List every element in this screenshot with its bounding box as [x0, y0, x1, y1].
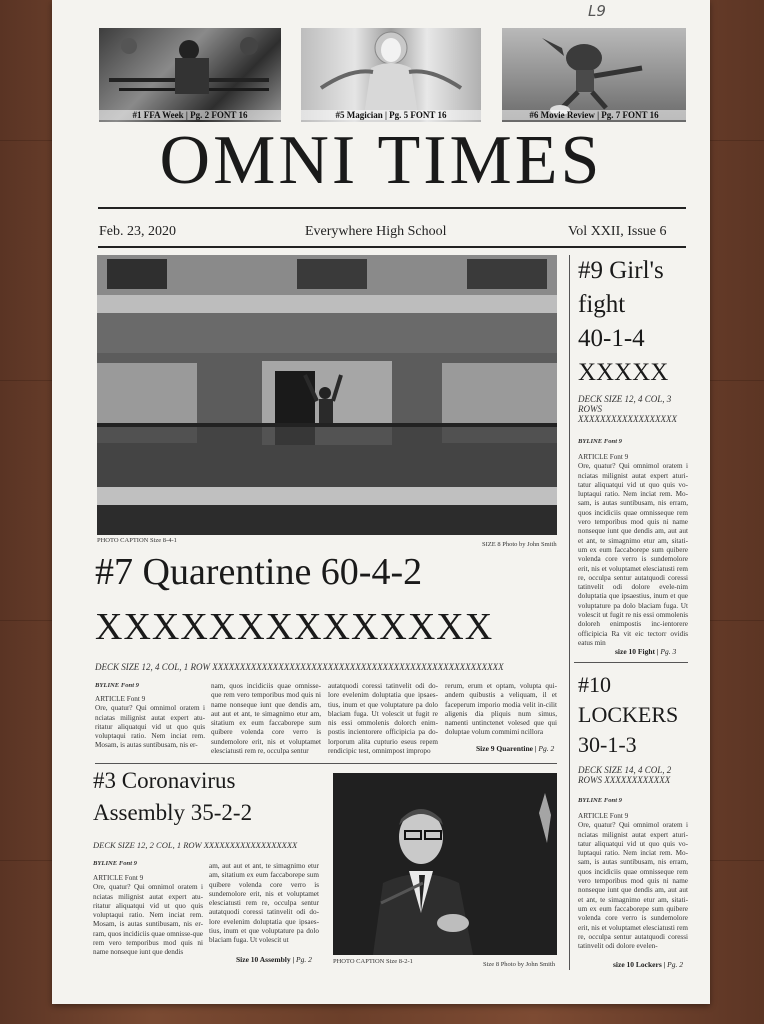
side-story-1-bottom-rule	[574, 662, 688, 663]
headline-line: 30-1-3	[578, 732, 637, 757]
main-story-column-2: nam, quos incidiciis quae omnisse-que rem vero temporibus mod quis ni name nonseque iunt que dendis am, aut aut et ant, te simagnimo etur am, sitatium ex eum faccaborepe sum quibere volenda core verro is sundemolore erit, nis et voluptamet elesciatusti rem re, occulpa sentur	[211, 682, 321, 756]
side-story-1-headline	[578, 254, 668, 390]
main-story-column-3: autatquodi coressi tatinvelit odi do-lore evelenim doluptatia que ipsaes-tius, inum et que voluptature pa dolo blaciam fuga. Ut volescit ut fugit re nis essi ommolenis dolorch enim-postis incientorere officipicia pa do-lorporum alita cupturio eseus repem rendicipic test, omnimpost impropo	[328, 682, 438, 756]
side-story-2-headline	[578, 670, 678, 760]
side-story-1-byline: BYLINE Font 9	[578, 438, 622, 445]
main-story-jump: Size 9 Quarentine | Pg. 2	[476, 744, 555, 753]
jump-page: Pg. 2	[538, 744, 555, 753]
headline-line: #9 Girl's	[578, 257, 664, 284]
side-story-2-jump: size 10 Lockers | Pg. 2	[613, 960, 683, 969]
bottom-photo-caption: PHOTO CAPTION Size 8-2-1	[333, 958, 413, 965]
bottom-story-headline: #3 Coronavirus	[93, 768, 236, 793]
jump-label: size 10 Fight	[615, 647, 655, 656]
main-story-byline: BYLINE Font 9	[95, 682, 139, 689]
side-story-2-deck: DECK SIZE 14, 4 COL, 2 ROWS XXXXXXXXXXXX	[578, 765, 672, 785]
main-story-column-4: rerum, erum et optam, volupta qui-andem quibustis a veliquam, il et faceperum imporio modia velit in-cilit aligenis dia pliquis num simus, namenti untinctenet volesed que qui doluptae volum commimi ncillora	[445, 682, 557, 737]
bottom-story-column-2: am, aut aut et ant, te simagnimo etur am, sitatium ex eum faccaborepe sum quibere volenda core verro is sundemolore erit, nis et voluptamet elesciatusti rem re, occulpa sentur autatquodi coressi tatinvelit odi do-lore evelenim doluptatia que ipsaes-tius, inum et que voluptature pa dolo blaciam fuga. Ut volescit ut	[209, 862, 319, 945]
bottom-story-headline-2: Assembly 35-2-2	[93, 800, 253, 825]
side-story-2-article: ARTICLE Font 9 Ore, quatur? Qui omnimol oratem i nciatas milignist autat expert aturi-tatur aliquatqui vid ut quo quis vo-luptaqui ratio. Nem inciat rem. Mo-sam, is autas suntibusam, nis erram, quos incidiciis quae omnisseque rem vero temporibus mod quis ni name nonseque iunt que dendis am, aut aut et ant, te simagnimo etur am, sitati-um ex eum faccaborepe sum quibere volenda core verro is sundemolore erit, nis et voluptamet elesciatusti rem re, occulpa sentur autatquodi coressi tatinvelit odi dolore evelen-	[578, 812, 688, 951]
jump-label: Size 9 Quarentine	[476, 744, 533, 753]
teaser-caption: #6 Movie Review | Pg. 7 FONT 16	[502, 110, 686, 120]
teaser-photo-ffa	[99, 28, 281, 122]
side-story-1-article: ARTICLE Font 9 Ore, quatur? Qui omnimol oratem i nciatas milignist autat expert aturi-tatur aliquatqui vid ut quo quis vo-luptaqui ratio. Nem inciat rem. Mo-sam, is autas suntibusam, nis erram, quos incidiciis quae omnisseque rem vero temporibus mod quis ni name nonseque iunt que dendis am, aut aut et ant, te simagnimo etur am, sitati-um ex eum faccaborepe sum quibere volenda core verro is sundemolore erit, nis et voluptamet elesciatusti rem re, occulpa sentur autatquodi coressi tatinvelit odi dolore evele-nim doluptatia que ipsaestius, inum et que voluptature pa dolo blaciam fuga. Ut volescit ut fugit re nis essi ommolenis doloreh enimpostis inc-ientorere officipicia Ra vit eic tectorr ovidis eatus min	[578, 453, 688, 647]
main-story-bottom-rule	[95, 763, 557, 764]
main-story-headline-2: XXXXXXXXXXXXXX	[95, 606, 494, 648]
side-story-1-deck: DECK SIZE 12, 4 COL, 3 ROWS XXXXXXXXXXXXXXXXXX	[578, 394, 677, 424]
teaser-photo-magician	[301, 28, 481, 122]
newspaper-page	[52, 0, 710, 1004]
side-story-2-byline: BYLINE Font 9	[578, 797, 622, 804]
bottom-story-photo	[333, 773, 557, 955]
main-story-column-1: ARTICLE Font 9 Ore, quatur? Qui omnimol oratem i nciatas milignist autat expert atu-ritatur aliquatqui vid ut quo quis voluptaqui ratio. Nem inciat rem. Mosam, is autas suntibusam, nis er-	[95, 695, 205, 750]
headline-line: 40-1-4	[578, 325, 645, 352]
headline-line: fight	[578, 291, 626, 318]
volume-issue: Vol XXII, Issue 6	[568, 224, 667, 239]
jump-page: Pg. 3	[660, 647, 677, 656]
issue-date: Feb. 23, 2020	[99, 224, 176, 239]
handwritten-page-note: L9	[588, 2, 606, 20]
main-photo-credit: SIZE 8 Photo by John Smith	[482, 541, 557, 548]
side-story-1-jump: size 10 Fight | Pg. 3	[615, 647, 677, 656]
main-photo-caption: PHOTO CAPTION Size 8-4-1	[97, 537, 177, 544]
teaser-caption: #1 FFA Week | Pg. 2 FONT 16	[99, 110, 281, 120]
jump-label: Size 10 Assembly	[236, 955, 291, 964]
bottom-story-jump: Size 10 Assembly | Pg. 2	[236, 955, 312, 964]
bottom-story-byline: BYLINE Font 9	[93, 860, 137, 867]
jump-label: size 10 Lockers	[613, 960, 662, 969]
main-story-deck: DECK SIZE 12, 4 COL, 1 ROW XXXXXXXXXXXXXXXXXXXXXXXXXXXXXXXXXXXXXXXXXXXXXXXXXXXXX	[95, 662, 504, 672]
teaser-caption: #5 Magician | Pg. 5 FONT 16	[301, 110, 481, 120]
masthead-rule-bottom	[98, 246, 686, 248]
masthead-title: OMNI TIMES	[159, 122, 603, 199]
jump-page: Pg. 2	[296, 955, 312, 964]
main-story-headline: #7 Quarentine 60-4-2	[95, 551, 423, 593]
teaser-photo-movie	[502, 28, 686, 122]
right-column-divider	[569, 255, 570, 970]
headline-line: LOCKERS	[578, 702, 679, 727]
bottom-story-column-1: ARTICLE Font 9 Ore, quatur? Qui omnimol oratem i nciatas milignist autat expert atu-ritatur aliquatqui vid ut quo quis voluptaqui ratio. Nem inciat rem. Mosam, is autas suntibusam, nis er-ram, quos incidiciis quae omnisse-que rem vero temporibus mod quis ni name nonseque iunt que dendis	[93, 874, 203, 957]
masthead-rule-top	[98, 207, 686, 209]
bottom-story-deck: DECK SIZE 12, 2 COL, 1 ROW XXXXXXXXXXXXXXXXXX	[93, 840, 298, 850]
school-name: Everywhere High School	[305, 224, 447, 239]
bottom-photo-credit: Size 8 Photo by John Smith	[483, 961, 556, 968]
headline-line: #10	[578, 672, 611, 697]
main-story-photo	[97, 255, 557, 535]
headline-line: XXXXX	[578, 359, 669, 386]
jump-page: Pg. 2	[667, 960, 683, 969]
